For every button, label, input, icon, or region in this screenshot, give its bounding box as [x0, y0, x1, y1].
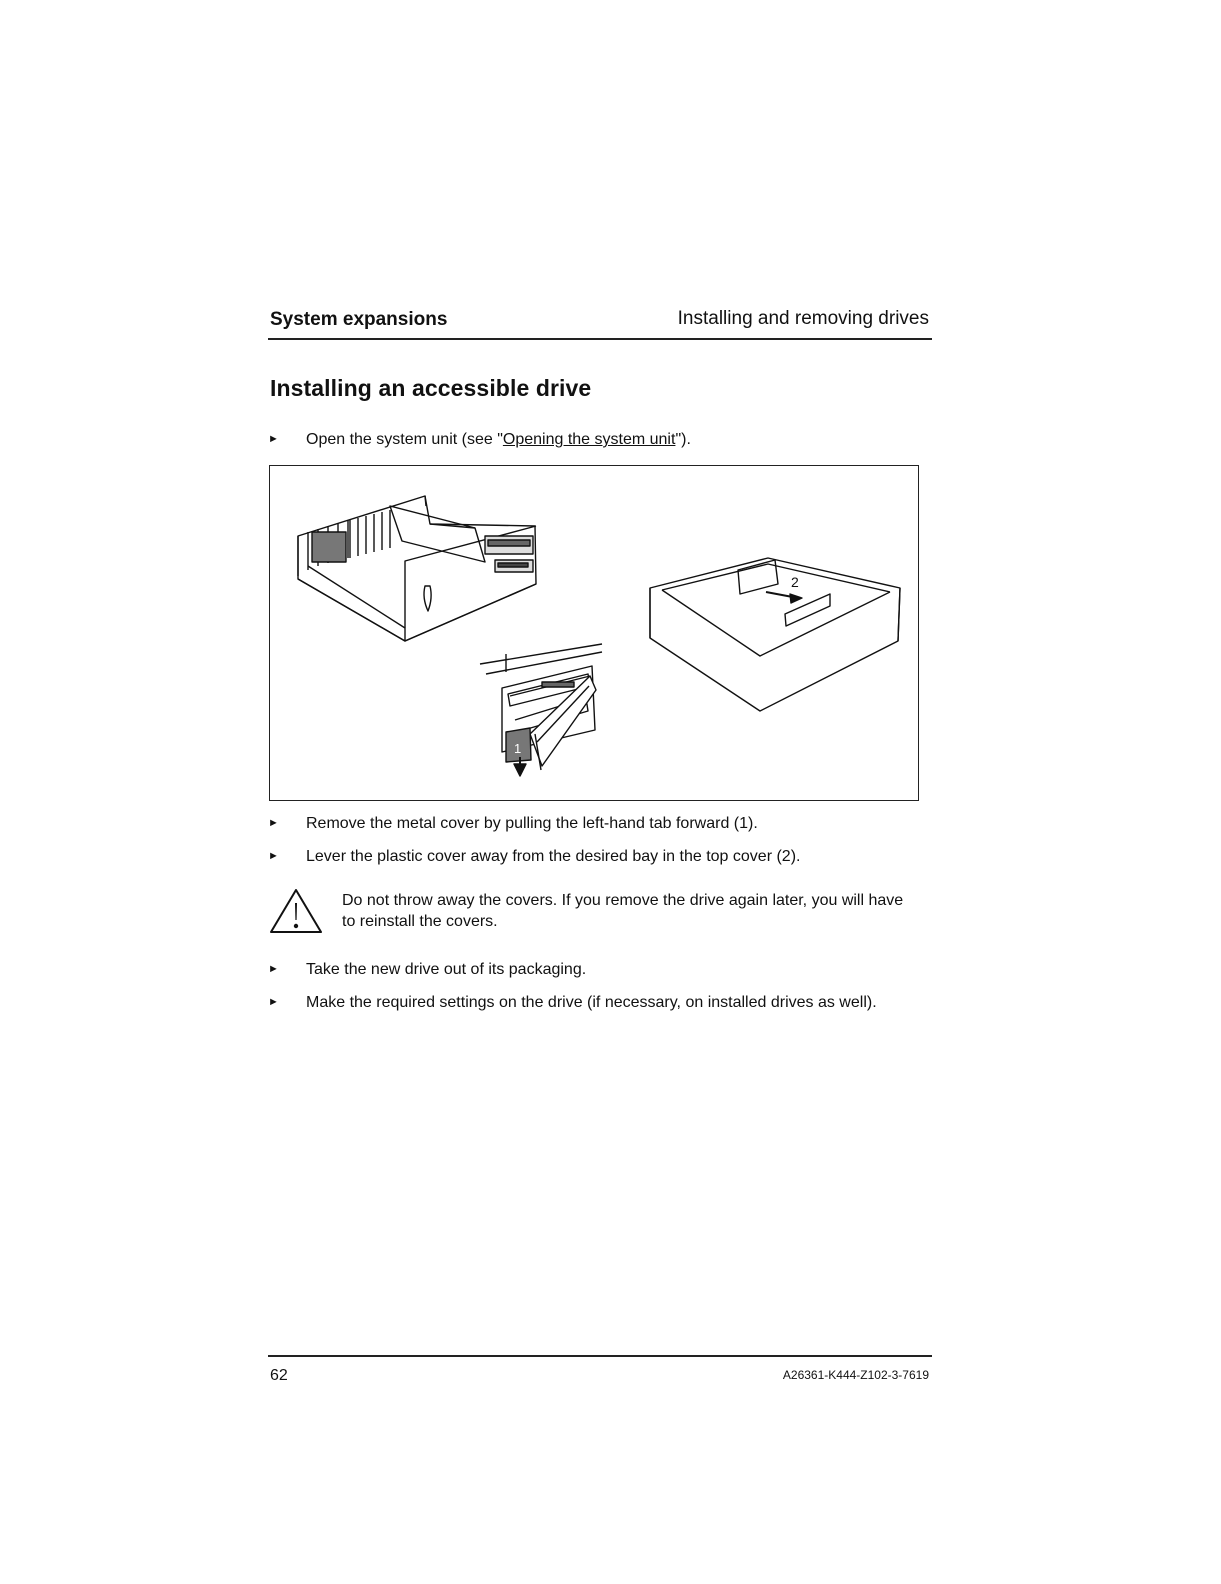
warning-triangle-icon [268, 886, 324, 936]
step-item [268, 992, 918, 1013]
step-text-after-link: "). [675, 431, 691, 448]
step-item [268, 429, 918, 450]
step-text: Lever the plastic cover away from the desired bay in the top cover (2). [306, 848, 801, 865]
opening-system-unit-link[interactable]: Opening the system unit [502, 431, 676, 448]
page-number: 62 [270, 1367, 288, 1384]
page-header [268, 306, 932, 340]
bullet-arrow-icon: ► [268, 850, 279, 862]
system-unit-chassis-drawing [298, 496, 536, 641]
step-item [268, 846, 918, 867]
bullet-arrow-icon: ► [268, 817, 279, 829]
step-text [306, 429, 918, 450]
step-text: Take the new drive out of its packaging. [306, 961, 587, 978]
bullet-arrow-icon: ► [268, 433, 279, 445]
top-cover-drawing [650, 558, 900, 711]
step-text: Make the required settings on the drive (if necessary, on installed drives as well). [306, 994, 877, 1011]
bullet-arrow-icon: ► [268, 996, 279, 1008]
drive-installation-illustration [270, 466, 920, 802]
step-text: Remove the metal cover by pulling the left-hand tab forward (1). [306, 815, 758, 832]
callout-2-label: 2 [791, 574, 799, 590]
bullet-arrow-icon: ► [268, 963, 279, 975]
drive-installation-figure [269, 465, 919, 801]
header-section-title: System expansions [270, 309, 448, 330]
step-text-before-link: Open the system unit (see " [306, 431, 503, 448]
callout-1-label: 1 [514, 741, 522, 756]
warning-note-text: Do not throw away the covers. If you remove the drive again later, you will have to reinstall the covers. [342, 892, 904, 930]
header-chapter-title: Installing and removing drives [677, 308, 929, 329]
page-footer [268, 1355, 932, 1387]
document-number: A26361-K444-Z102-3-7619 [782, 1368, 929, 1382]
section-title: Installing an accessible drive [270, 375, 592, 401]
step-item [268, 813, 918, 834]
step-item [268, 959, 918, 980]
drive-bay-detail-drawing [480, 644, 602, 776]
